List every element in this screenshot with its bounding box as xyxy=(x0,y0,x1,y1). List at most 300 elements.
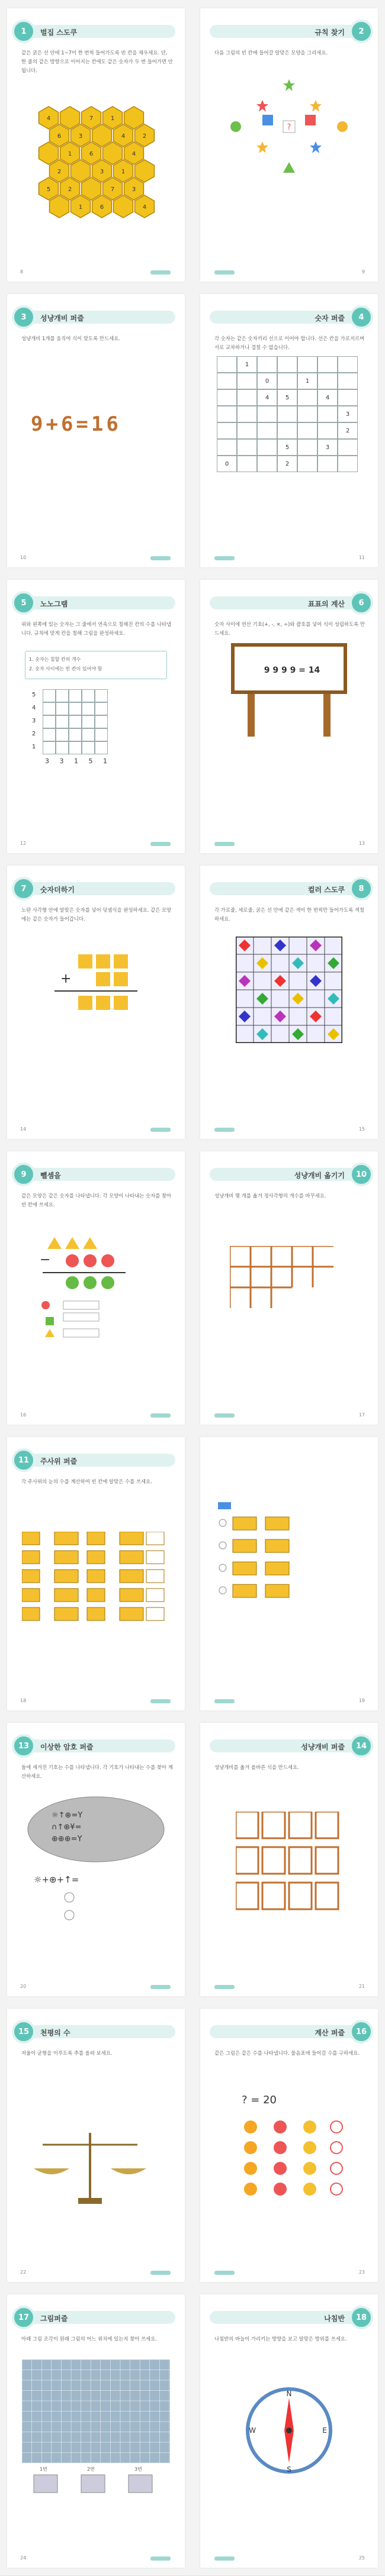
sudoku-cell xyxy=(289,1008,307,1025)
honeycomb-cell xyxy=(60,106,80,129)
grid-cell[interactable] xyxy=(317,406,338,422)
radio-option xyxy=(219,1542,226,1549)
grid-cell[interactable] xyxy=(237,439,257,456)
puzzle-title: 성냥개비 퍼즐 xyxy=(40,314,84,322)
grid-cell[interactable] xyxy=(297,422,317,439)
page-number: 24 xyxy=(20,2555,27,2561)
sudoku-cell xyxy=(236,1025,254,1043)
scale-pan xyxy=(34,2168,69,2174)
spread-7 xyxy=(0,1715,385,2004)
nonogram-cell[interactable] xyxy=(69,702,82,715)
grid-cell[interactable] xyxy=(317,456,338,472)
result-circle xyxy=(331,2121,342,2133)
grid-cell[interactable]: 5 xyxy=(277,389,297,406)
grid-cell[interactable]: 2 xyxy=(277,456,297,472)
grid-cell[interactable]: 5 xyxy=(277,439,297,456)
result-circle xyxy=(331,2183,342,2195)
food-icon xyxy=(244,2162,257,2175)
nonogram-cell[interactable] xyxy=(69,689,82,702)
honeycomb-cell xyxy=(124,106,144,129)
page-left xyxy=(7,2009,185,2282)
puzzle-instructions: 같은 굵은 선 안에 1~7이 한 번씩 들어가도록 빈 칸을 채우세요. 단, 한 줄의 같은 방향으로 이어지는 칸에도 같은 숫자가 두 번 들어가면 안 됩니다. xyxy=(21,50,173,73)
nonogram-cell[interactable] xyxy=(69,741,82,754)
dice-options xyxy=(218,1502,336,1644)
spread-3 xyxy=(0,572,385,861)
page-header xyxy=(210,311,362,324)
nonogram-cell[interactable] xyxy=(82,728,95,741)
matchstick-squares xyxy=(230,1246,342,1317)
page-number: 17 xyxy=(358,1412,365,1418)
symbol-stone xyxy=(22,1794,170,1948)
sudoku-cell xyxy=(236,954,254,972)
yellow-square xyxy=(114,996,128,1010)
balance-scale xyxy=(31,2127,149,2210)
grid-cell[interactable] xyxy=(237,389,257,406)
page-number: 12 xyxy=(20,841,27,846)
page-right xyxy=(200,294,378,567)
nonogram-cell[interactable] xyxy=(95,689,108,702)
honeycomb-cell xyxy=(82,177,101,200)
dice-box xyxy=(146,1607,164,1621)
square-shape xyxy=(305,115,316,125)
puzzle-title: 이상한 암호 퍼즐 xyxy=(40,1743,94,1751)
match-digit xyxy=(316,1812,338,1838)
puzzle-title: 나침반 xyxy=(324,2314,345,2323)
grid-cell[interactable] xyxy=(257,439,277,456)
stone-row: ⊕⊕⊕=Y xyxy=(52,1835,82,1844)
nonogram-cell[interactable] xyxy=(95,741,108,754)
page-number: 23 xyxy=(358,2270,365,2275)
grid-cell[interactable] xyxy=(217,439,237,456)
dice-box xyxy=(265,1517,289,1530)
puzzle-number-badge: 6 xyxy=(349,591,373,615)
footer-bar xyxy=(214,270,235,275)
picture-puzzle-grid xyxy=(22,2359,170,2496)
dice-box xyxy=(233,1539,256,1552)
grid-cell[interactable]: 2 xyxy=(338,422,358,439)
puzzle-number-badge: 11 xyxy=(12,1448,36,1472)
page-left xyxy=(7,1437,185,1710)
red-circle xyxy=(101,1254,114,1267)
legend-red xyxy=(41,1301,50,1309)
puzzle-instructions: 위와 왼쪽에 있는 숫자는 그 줄에서 연속으로 칠해진 칸의 수를 나타냅니다. 규칙에 맞게 칸을 칠해 그림을 완성하세요. xyxy=(21,621,172,636)
nonogram-row-clue: 3 xyxy=(32,718,36,724)
honeycomb-number: 7 xyxy=(110,186,115,193)
food-icon xyxy=(274,2120,287,2133)
puzzle-number-badge: 8 xyxy=(349,877,373,900)
sudoku-cell xyxy=(325,937,342,954)
sudoku-cell xyxy=(271,1025,289,1043)
yellow-square xyxy=(114,954,128,969)
nonogram-grid xyxy=(43,689,108,754)
dice-box xyxy=(87,1589,105,1602)
plus-sign: + xyxy=(60,971,72,986)
sudoku-cell xyxy=(236,990,254,1008)
puzzle-number-badge: 15 xyxy=(12,2020,36,2044)
grid-cell[interactable] xyxy=(217,356,237,373)
grid-cell[interactable] xyxy=(277,356,297,373)
spread-8 xyxy=(0,2000,385,2290)
grid-cell[interactable] xyxy=(257,456,277,472)
triangle-shape xyxy=(283,162,295,173)
food-icon xyxy=(303,2141,316,2154)
sudoku-cell xyxy=(254,1008,271,1025)
puzzle-number-badge: 1 xyxy=(12,20,36,43)
food-icon xyxy=(274,2183,287,2196)
nonogram-cell[interactable] xyxy=(95,728,108,741)
puzzle-title: 성냥개비 퍼즐 xyxy=(301,1743,345,1751)
grid-cell[interactable] xyxy=(297,406,317,422)
page-right xyxy=(200,2009,378,2282)
matchstick-equation: 9+6=16 xyxy=(31,412,121,436)
symbol-equation: ☼+⊕+↑= xyxy=(34,1874,79,1885)
grid-cell[interactable] xyxy=(317,356,338,373)
answer-circle xyxy=(65,1893,74,1902)
dice-box xyxy=(87,1570,105,1583)
grid-cell[interactable] xyxy=(297,439,317,456)
radio-option xyxy=(219,1519,226,1526)
page-left xyxy=(7,1151,185,1425)
nonogram-cell[interactable] xyxy=(43,702,56,715)
yellow-square xyxy=(78,996,92,1010)
grid-cell[interactable] xyxy=(338,389,358,406)
scale-pan xyxy=(111,2168,146,2174)
footer-bar xyxy=(150,270,171,275)
footer-bar xyxy=(214,1699,235,1703)
footer-bar xyxy=(150,1985,171,1989)
puzzle-title: 규칙 찾기 xyxy=(315,28,345,37)
grid-cell[interactable] xyxy=(338,356,358,373)
honeycomb-number: 2 xyxy=(57,169,62,175)
grid-cell[interactable] xyxy=(217,406,237,422)
sudoku-cell xyxy=(307,990,325,1008)
grid-cell[interactable]: 3 xyxy=(317,439,338,456)
piece-box xyxy=(81,2475,105,2493)
grid-cell[interactable]: 1 xyxy=(237,356,257,373)
page-right xyxy=(200,2294,378,2568)
page-header xyxy=(18,2025,175,2038)
nonogram-row-clue: 4 xyxy=(32,705,36,711)
page-number: 15 xyxy=(358,1126,365,1132)
yellow-triangle xyxy=(83,1237,97,1249)
dice-box xyxy=(87,1551,105,1564)
puzzle-title: 표표의 계산 xyxy=(307,600,345,608)
page-left xyxy=(7,294,185,567)
nonogram-cell[interactable] xyxy=(82,702,95,715)
honeycomb-number: 6 xyxy=(89,151,94,157)
honeycomb-number: 3 xyxy=(78,133,83,140)
food-icon xyxy=(244,2141,257,2154)
green-circle xyxy=(66,1276,79,1289)
puzzle-title: 그림퍼즐 xyxy=(40,2314,68,2323)
nonogram-row-clue: 5 xyxy=(32,692,36,698)
nonogram-row-clue: 2 xyxy=(32,731,36,737)
grid-cell[interactable]: 4 xyxy=(257,389,277,406)
dice-box xyxy=(54,1607,78,1621)
nonogram-cell[interactable] xyxy=(82,689,95,702)
food-icon xyxy=(303,2183,316,2196)
dice-box xyxy=(265,1539,289,1552)
spread-9 xyxy=(0,2286,385,2576)
sudoku-cell xyxy=(271,954,289,972)
food-icon xyxy=(303,2120,316,2133)
grid-cell[interactable] xyxy=(297,356,317,373)
footer-bar xyxy=(214,556,235,560)
page-header xyxy=(210,1168,367,1181)
puzzle-instructions: 숫자 사이에 연산 기호(+, -, ×, ÷)와 괄호를 넣어 식이 성립하도록 만드세요. xyxy=(214,621,365,636)
red-circle xyxy=(84,1254,97,1267)
nonogram-cell[interactable] xyxy=(82,715,95,728)
square-shape xyxy=(262,115,273,125)
stone-row: ☼↑⊕=Y xyxy=(52,1811,83,1820)
picture-equations xyxy=(236,2086,354,2204)
dice-box xyxy=(120,1607,143,1621)
grid-cell[interactable] xyxy=(217,422,237,439)
grid-cell[interactable]: 3 xyxy=(338,406,358,422)
puzzle-instructions: 아래 그림 조각이 원래 그림의 어느 위치에 있는지 찾아 쓰세요. xyxy=(21,2336,157,2342)
grid-cell[interactable]: 1 xyxy=(297,373,317,389)
page-header xyxy=(23,1168,175,1181)
dice-box xyxy=(265,1584,289,1597)
puzzle-title: 노노그램 xyxy=(40,600,68,608)
dice-box xyxy=(22,1607,40,1621)
nonogram-cell[interactable] xyxy=(43,689,56,702)
puzzle-number-badge: 10 xyxy=(349,1163,373,1186)
nonogram-bottom-clues: 3 3 1 5 1 xyxy=(45,757,111,765)
sudoku-cell xyxy=(307,954,325,972)
puzzle-title: 벌집 스도쿠 xyxy=(40,28,78,37)
star-shape xyxy=(256,100,268,112)
page-number: 10 xyxy=(20,555,27,560)
match-digit xyxy=(316,1847,338,1874)
puzzle-title: 숫자더하기 xyxy=(40,886,75,894)
compass xyxy=(242,2383,336,2478)
nonogram-cell[interactable] xyxy=(43,741,56,754)
dice-box xyxy=(120,1570,143,1583)
rule-1: 1. 숫자는 칠할 칸의 개수 xyxy=(29,657,81,662)
grid-cell[interactable]: 0 xyxy=(257,373,277,389)
dice-box xyxy=(22,1532,40,1545)
puzzle-number-badge: 18 xyxy=(349,2306,373,2329)
rule-2: 2. 숫자 사이에는 빈 칸이 있어야 함 xyxy=(29,666,102,672)
grid-cell[interactable] xyxy=(338,373,358,389)
shape-pattern xyxy=(215,79,363,198)
honeycomb-number: 3 xyxy=(131,186,136,193)
puzzle-title: 성냥개비 옮기기 xyxy=(294,1171,345,1180)
page-left xyxy=(7,866,185,1139)
grid-cell[interactable] xyxy=(338,439,358,456)
grid-cell[interactable] xyxy=(297,389,317,406)
grid-cell[interactable] xyxy=(317,422,338,439)
food-icon xyxy=(244,2183,257,2196)
dice-box xyxy=(22,1551,40,1564)
compass-letter: W xyxy=(249,2426,256,2435)
puzzle-title: 컬러 스도쿠 xyxy=(307,886,345,894)
honeycomb-number: 5 xyxy=(46,186,51,193)
puzzle-title: 천평의 수 xyxy=(40,2029,70,2037)
grid-cell[interactable]: 4 xyxy=(317,389,338,406)
spread-1 xyxy=(0,0,385,290)
spread-5 xyxy=(0,1143,385,1433)
grid-cell[interactable] xyxy=(277,373,297,389)
nonogram-cell[interactable] xyxy=(56,689,69,702)
sudoku-cell xyxy=(325,1008,342,1025)
compass-letter: S xyxy=(287,2465,291,2474)
compass-center xyxy=(286,2427,292,2433)
puzzle-number-badge: 3 xyxy=(12,305,36,329)
dice-equations xyxy=(22,1532,170,1632)
grid-cell[interactable] xyxy=(338,456,358,472)
dice-box xyxy=(120,1532,143,1545)
match-digit xyxy=(236,1812,258,1838)
honeycomb-number: 6 xyxy=(57,133,62,140)
match-digit xyxy=(262,1812,285,1838)
star-shape xyxy=(310,100,322,112)
dice-box xyxy=(146,1532,164,1545)
match-digit xyxy=(262,1847,285,1874)
puzzle-instructions: 돌에 새겨진 기호는 수를 나타냅니다. 각 기호가 나타내는 수를 찾아 계산하세요. xyxy=(21,1764,173,1779)
dice-box xyxy=(120,1589,143,1602)
puzzle-instructions: 성냥개비 몇 개를 옮겨 정사각형의 개수를 바꾸세요. xyxy=(214,1193,326,1199)
page-right xyxy=(200,1723,378,1996)
page-right xyxy=(200,580,378,853)
answer-box xyxy=(63,1329,99,1337)
puzzle-number-badge: 17 xyxy=(12,2306,36,2329)
grid-cell[interactable] xyxy=(277,406,297,422)
page-header xyxy=(18,1739,175,1752)
question-mark: ? xyxy=(287,123,291,132)
grid-cell[interactable] xyxy=(237,406,257,422)
board-equation: 9 9 9 9 = 14 xyxy=(264,666,320,675)
footer-bar xyxy=(150,1699,171,1703)
nonogram-cell[interactable] xyxy=(43,728,56,741)
dice-box xyxy=(120,1551,143,1564)
match-digit xyxy=(289,1847,312,1874)
nonogram-row-clue: 1 xyxy=(32,744,36,750)
spread-4 xyxy=(0,857,385,1147)
yellow-triangle xyxy=(47,1237,62,1249)
page-number: 18 xyxy=(20,1698,27,1703)
scale-base xyxy=(78,2198,102,2204)
grid-cell[interactable] xyxy=(277,422,297,439)
circle-shape xyxy=(337,121,348,132)
signboard xyxy=(230,636,348,743)
minus-sign: − xyxy=(40,1253,51,1267)
food-icon xyxy=(274,2141,287,2154)
honeycomb-number: 1 xyxy=(121,169,126,175)
answer-circle xyxy=(65,1910,74,1920)
nonogram-cell[interactable] xyxy=(69,715,82,728)
puzzle-instructions: 성냥개비를 옮겨 올바른 식을 만드세요. xyxy=(214,1764,299,1770)
page-number: 14 xyxy=(20,1126,27,1132)
page-number: 16 xyxy=(20,1412,27,1418)
nonogram-cell[interactable] xyxy=(69,728,82,741)
puzzle-instructions: 같은 모양은 같은 숫자를 나타냅니다. 각 모양이 나타내는 숫자를 찾아 빈 칸에 쓰세요. xyxy=(21,1193,172,1208)
dice-box xyxy=(146,1551,164,1564)
grid-cell[interactable] xyxy=(257,422,277,439)
page-header xyxy=(23,25,175,38)
grid-cell[interactable] xyxy=(217,373,237,389)
nonogram-cell[interactable] xyxy=(56,702,69,715)
spread-2 xyxy=(0,286,385,576)
grid-cell[interactable]: 0 xyxy=(217,456,237,472)
puzzle-instructions: 다음 그림의 빈 칸에 들어갈 알맞은 모양을 그리세요. xyxy=(214,50,328,56)
sudoku-cell xyxy=(289,937,307,954)
legend-yellow xyxy=(45,1329,54,1337)
page-header xyxy=(210,882,362,895)
page-right xyxy=(200,8,378,282)
honeycomb-number: 4 xyxy=(46,115,51,122)
nonogram-cell[interactable] xyxy=(43,715,56,728)
page-number: 25 xyxy=(358,2555,365,2561)
match-digit xyxy=(236,1847,258,1874)
piece-label: 2번 xyxy=(87,2467,95,2472)
footer-bar xyxy=(150,2556,171,2561)
grid-cell[interactable] xyxy=(297,456,317,472)
dice-box xyxy=(233,1517,256,1530)
page-header xyxy=(210,596,362,609)
food-icon xyxy=(274,2162,287,2175)
grid-cell[interactable] xyxy=(237,373,257,389)
grid-cell[interactable] xyxy=(237,456,257,472)
page-right xyxy=(200,1151,378,1425)
dice-box xyxy=(54,1532,78,1545)
nonogram-cell[interactable] xyxy=(95,715,108,728)
dice-box xyxy=(233,1562,256,1575)
page-right xyxy=(200,866,378,1139)
dice-box xyxy=(87,1532,105,1545)
page-header xyxy=(210,25,362,38)
rules-box xyxy=(25,651,167,679)
addition-squares xyxy=(49,954,143,1013)
honeycomb-number: 7 xyxy=(89,115,94,122)
grid-cell[interactable] xyxy=(257,356,277,373)
star-shape xyxy=(310,141,322,153)
nonogram-cell[interactable] xyxy=(56,715,69,728)
grid-cell[interactable] xyxy=(237,422,257,439)
grid-cell[interactable] xyxy=(217,389,237,406)
honeycomb-number: 6 xyxy=(100,204,104,211)
page-number: 11 xyxy=(358,555,365,560)
stone xyxy=(28,1797,164,1862)
footer-bar xyxy=(214,1128,235,1132)
page-header xyxy=(18,1454,175,1467)
nonogram-cell[interactable] xyxy=(56,728,69,741)
page-left xyxy=(7,2294,185,2568)
puzzle-number-badge: 2 xyxy=(349,20,373,43)
number-path-grid xyxy=(217,356,358,472)
piece-label: 3번 xyxy=(134,2467,142,2472)
nonogram-cell[interactable] xyxy=(95,702,108,715)
honeycomb-number: 1 xyxy=(68,151,72,157)
page-header xyxy=(23,882,175,895)
honeycomb-number: 4 xyxy=(131,151,136,157)
food-icon xyxy=(244,2120,257,2133)
sudoku-cell xyxy=(254,937,271,954)
footer-bar xyxy=(150,1413,171,1418)
nonogram-cell[interactable] xyxy=(82,741,95,754)
page-number: 22 xyxy=(20,2270,27,2275)
footer-bar xyxy=(150,1128,171,1132)
green-circle xyxy=(101,1276,114,1289)
grid-cell[interactable] xyxy=(317,373,338,389)
dice-box xyxy=(22,1570,40,1583)
grid-cell[interactable] xyxy=(257,406,277,422)
answer-box xyxy=(63,1313,99,1321)
footer-bar xyxy=(150,2271,171,2275)
nonogram-cell[interactable] xyxy=(56,741,69,754)
puzzle-instructions: 저울이 균형을 이루도록 추를 올려 보세요. xyxy=(21,2050,113,2056)
